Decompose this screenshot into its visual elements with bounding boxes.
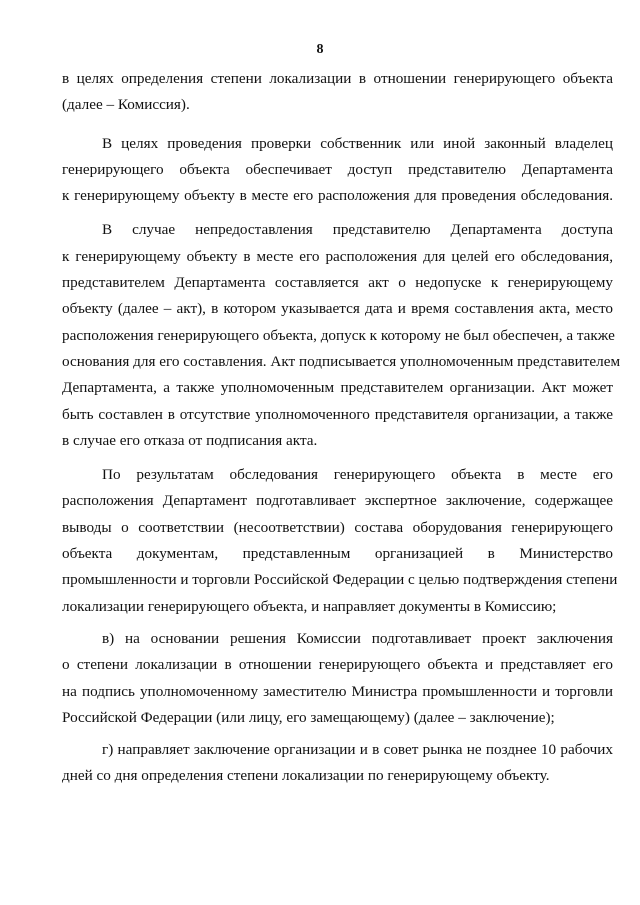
text-line: в) на основании решения Комиссии подготавливает проект заключения — [102, 629, 613, 647]
text-line: В случае непредоставления представителю Департамента доступа — [102, 221, 613, 239]
text-line: представителем Департамента составляется акт о недопуске к генерирующему — [62, 274, 613, 292]
text-line: В целях проведения проверки собственник или иной законный владелец — [102, 134, 613, 152]
page-number: 8 — [316, 42, 324, 57]
paragraph-expert-conclusion — [62, 462, 618, 620]
text-line: к генерирующему объекту в месте его расположения для проведения обследования. — [62, 187, 613, 205]
text-line: о степени локализации в отношении генерирующего объекта и представляет его — [62, 656, 613, 674]
paragraph-inspection-access — [62, 131, 613, 210]
paragraph-continuation — [62, 66, 613, 119]
text-line: Департамента, а также уполномоченным представителем организации. Акт может — [62, 379, 613, 397]
text-line: дней со дня определения степени локализации по генерирующему объекту. — [62, 767, 550, 785]
text-line: на подпись уполномоченному заместителю Министра промышленности и торговли — [62, 682, 613, 700]
text-line: основания для его составления. Акт подписывается уполномоченным представителем — [62, 352, 621, 370]
text-line: в целях определения степени локализации в отношении генерирующего объекта — [62, 70, 613, 87]
text-line: объекту (далее – акт), в котором указывается дата и время составления акта, место — [62, 300, 613, 318]
paragraph-item-g — [62, 737, 613, 790]
text-line: г) направляет заключение организации и в совет рынка не позднее 10 рабочих — [102, 741, 613, 759]
paragraph-denial-act — [62, 217, 621, 454]
text-line: быть составлен в отсутствие уполномоченного представителя организации, а также — [62, 405, 613, 423]
text-line: По результатам обследования генерирующего объекта в месте его — [102, 466, 613, 484]
text-line: локализации генерирующего объекта, и направляет документы в Комиссию; — [62, 597, 557, 615]
text-line: выводы о соответствии (несоответствии) состава оборудования генерирующего — [62, 518, 613, 536]
text-line: промышленности и торговли Российской Федерации с целью подтверждения степени — [62, 571, 618, 589]
paragraph-item-v — [62, 626, 613, 731]
text-line: генерирующего объекта обеспечивает доступ представителю Департамента — [62, 160, 613, 178]
text-line: Российской Федерации (или лицу, его замещающему) (далее – заключение); — [62, 708, 555, 726]
text-line: (далее – Комиссия). — [62, 96, 190, 114]
text-line: расположения Департамент подготавливает экспертное заключение, содержащее — [62, 492, 613, 510]
text-line: объекта документам, представленным организацией в Министерство — [62, 545, 613, 563]
document-body — [62, 66, 621, 790]
text-line: в случае его отказа от подписания акта. — [62, 431, 318, 449]
text-line: расположения генерирующего объекта, допуск к которому не был обеспечен, а также — [62, 326, 615, 344]
text-line: к генерирующему объекту в месте его расположения для целей его обследования, — [62, 247, 613, 265]
